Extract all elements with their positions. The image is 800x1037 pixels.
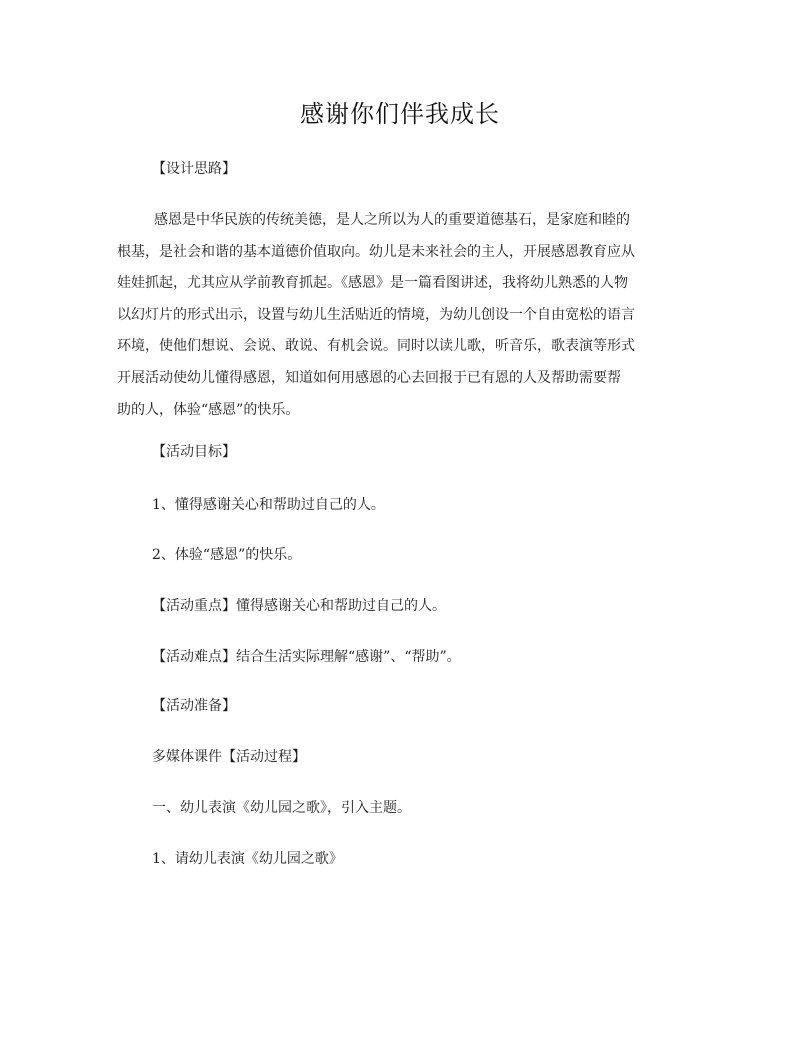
paragraph-line: 助的人，体验“感恩”的快乐。 xyxy=(117,401,300,418)
step-one: 一、幼儿表演《幼儿园之歌》，引入主题。 xyxy=(152,800,411,816)
preparation-heading: 【活动准备】 xyxy=(152,698,236,714)
preparation-and-process: 多媒体课件【活动过程】 xyxy=(152,749,306,765)
paragraph-line: 娃娃抓起，尤其应从学前教育抓起。《感恩》是一篇看图讲述，我将幼儿熟悉的人物 xyxy=(117,275,628,292)
goals-heading: 【活动目标】 xyxy=(152,444,236,460)
paragraph-line: 以幻灯片的形式出示，设置与幼儿生活贴近的情境，为幼儿创设一个自由宽松的语言 xyxy=(117,306,635,323)
paragraph-line: 根基，是社会和谐的基本道德价值取向。幼儿是未来社会的主人，开展感恩教育应从 xyxy=(117,243,635,260)
design-idea-paragraph xyxy=(117,205,637,426)
goal-item-1: 1、懂得感谢关心和帮助过自己的人。 xyxy=(152,497,385,513)
key-point: 【活动重点】懂得感谢关心和帮助过自己的人。 xyxy=(152,598,446,614)
design-idea-heading: 【设计思路】 xyxy=(152,161,236,177)
goal-item-2: 2、体验“感恩”的快乐。 xyxy=(152,547,302,563)
step-one-sub-1: 1、请幼儿表演《幼儿园之歌》 xyxy=(152,851,343,867)
paragraph-line: 开展活动使幼儿懂得感恩，知道如何用感恩的心去回报于已有恩的人及帮助需要帮 xyxy=(117,369,621,386)
difficulty: 【活动难点】结合生活实际理解“感谢”、“帮助”。 xyxy=(152,649,461,665)
paragraph-line: 感恩是中华民族的传统美德，是人之所以为人的重要道德基石，是家庭和睦的 xyxy=(154,212,630,228)
paragraph-line: 环境，使他们想说、会说、敢说、有机会说。同时以读儿歌，听音乐，歌表演等形式 xyxy=(117,338,635,355)
document-title: 感谢你们伴我成长 xyxy=(300,100,500,128)
